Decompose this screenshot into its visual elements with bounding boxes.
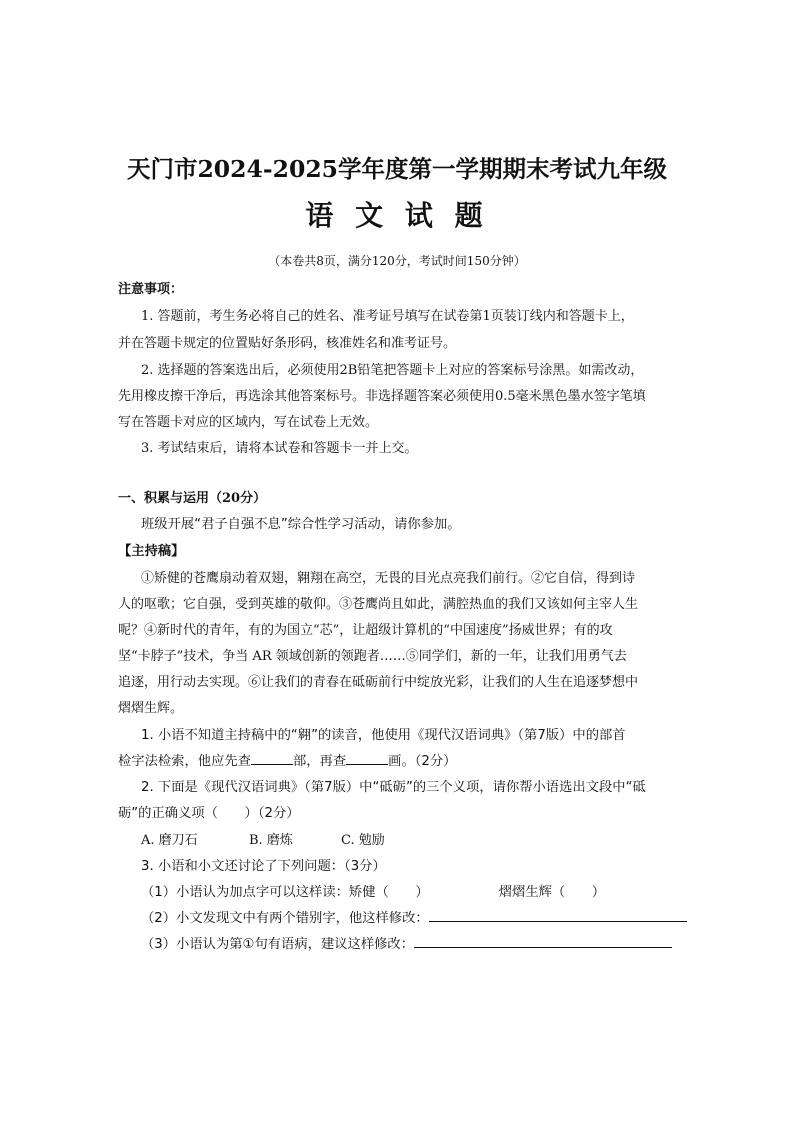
notes-heading: 注意事项： [118, 282, 184, 297]
exam-subtitle: 语 文 试 题 [305, 199, 489, 232]
q1-blank-radical[interactable] [251, 752, 293, 765]
note-line-2: 并在答题卡规定的位置贴好条形码，核准姓名和准考证号。 [118, 336, 457, 351]
q2-line-2: 砺”的正确义项（ ）（2分） [118, 806, 300, 821]
q1-blank-strokes[interactable] [346, 752, 388, 765]
note-line-6: 3. 考试结束后，请将本试卷和答题卡一并上交。 [141, 441, 418, 456]
q3-2-answer-line[interactable] [429, 909, 687, 922]
host-line-6: 熠熠生辉。 [118, 701, 184, 716]
q2-option-c: C. 勉励 [341, 833, 385, 848]
q3-sub-3 [141, 933, 672, 952]
section-intro: 班级开展“君子自强不息”综合性学习活动，请你参加。 [141, 517, 461, 532]
note-line-3: 2. 选择题的答案选出后，必须使用2B铅笔把答题卡上对应的答案标号涂黑。如需改动， [141, 363, 644, 378]
q1-text-c: 画。（2分） [388, 754, 457, 769]
host-line-5: 追逐，用行动去实现。⑥让我们的青春在砥砺前行中绽放光彩，让我们的人生在追逐梦想中 [118, 675, 639, 690]
q3-3-answer-line[interactable] [414, 935, 672, 948]
q1-text-a: 检字法检索，他应先查 [118, 754, 251, 769]
q1-line-1: 1. 小语不知道主持稿中的“翱”的读音，他使用《现代汉语词典》（第7版）中的部首 [141, 728, 626, 743]
note-line-4: 先用橡皮擦干净后，再选涂其他答案标号。非选择题答案必须使用0.5毫米黑色墨水签字笔填 [118, 389, 646, 404]
exam-title: 天门市2024-2025学年度第一学期期末考试九年级 [126, 155, 668, 183]
q1-text-b: 部，再查 [292, 754, 347, 769]
q2-options [141, 829, 385, 848]
q1-line-2 [118, 750, 456, 769]
q3-3-text: （3）小语认为第①句有语病，建议这样修改： [141, 937, 415, 952]
host-line-2: 人的呕歌；它自强，受到英雄的敬仰。③苍鹰尚且如此，满腔热血的我们又该如何主宰人生 [118, 597, 639, 612]
host-line-4: 坚“卡脖子”技术，争当 AR 领域创新的领跑者……⑤同学们，新的一年，让我们用勇气去 [118, 649, 627, 664]
host-line-1: ①矫健的苍鹰扇动着双翅，翱翔在高空，无畏的目光点亮我们前行。②它自信，得到诗 [141, 571, 636, 586]
q3-1-text-a: （1）小语认为加点字可以这样读：矫健（ ） [141, 885, 429, 900]
q3-sub-2 [141, 907, 687, 926]
host-line-3: 呢？④新时代的青年，有的为国立“芯”，让超级计算机的“中国速度”扬威世界；有的攻 [118, 623, 613, 638]
q2-option-a: A. 磨刀石 [141, 833, 198, 848]
host-label: 【主持稿】 [118, 544, 185, 559]
q3-line: 3. 小语和小文还讨论了下列问题：（3分） [141, 859, 386, 874]
exam-info: （本卷共8页，满分120分，考试时间150分钟） [268, 254, 526, 268]
q3-sub-1 [141, 881, 605, 900]
section-heading: 一、积累与运用（20分） [118, 491, 267, 506]
q3-1-text-b: 熠熠生辉（ ） [498, 885, 606, 900]
note-line-1: 1. 答题前，考生务必将自己的姓名、准考证号填写在试卷第1页装订线内和答题卡上， [141, 309, 634, 324]
note-line-5: 写在答题卡对应的区域内，写在试卷上无效。 [118, 415, 379, 430]
q3-2-text: （2）小文发现文中有两个错别字，他这样修改： [141, 911, 429, 926]
q2-line-1: 2. 下面是《现代汉语词典》（第7版）中“砥砺”的三个义项，请你帮小语选出文段中“砥 [141, 780, 646, 795]
q2-option-b: B. 磨炼 [249, 833, 293, 848]
